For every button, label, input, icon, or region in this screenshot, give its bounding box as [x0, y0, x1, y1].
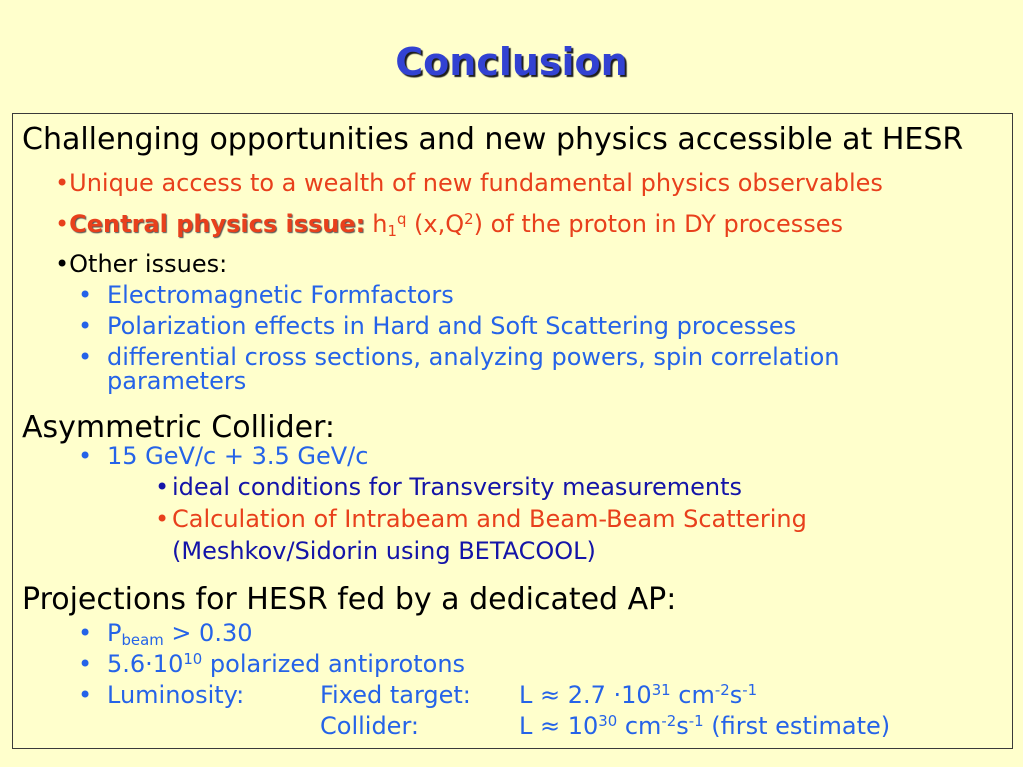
bullet: • [78, 681, 93, 709]
luminosity-exponent: 31 [651, 680, 671, 699]
list-item-beam-polarization [78, 619, 253, 651]
symbol-p: P [107, 619, 122, 647]
slide-title: Conclusion [395, 40, 628, 84]
bullet: • [78, 442, 93, 470]
bullet: • [155, 505, 170, 533]
fixed-target-luminosity [519, 681, 757, 713]
bullet: • [55, 250, 70, 278]
count-exponent: 10 [183, 649, 203, 668]
bullet: • [155, 473, 170, 501]
unit-s: s [676, 712, 689, 740]
count-base: 5.6·10 [107, 650, 184, 678]
bullet: • [78, 281, 93, 309]
bullet: • [78, 619, 93, 647]
item-text: Polarization effects in Hard and Soft Scattering processes [107, 312, 797, 340]
unit-cm: cm [670, 681, 715, 709]
heading-asymmetric-collider: Asymmetric Collider: [22, 410, 335, 445]
symbol-superscript: q [396, 209, 407, 228]
item-text: differential cross sections, analyzing powers, spin correlation parameters [107, 343, 840, 395]
list-item-antiprotons [78, 649, 466, 682]
estimate-note: (first estimate) [703, 712, 891, 740]
list-item-polarization-effects [78, 312, 797, 341]
item-text: Calculation of Intrabeam and Beam-Beam Scattering [172, 505, 807, 533]
item-value: > 0.30 [163, 619, 253, 647]
unit-s: s [729, 681, 743, 709]
unit-s-exponent: -1 [742, 680, 758, 699]
list-item-electromagnetic [78, 281, 454, 310]
item-text: Electromagnetic Formfactors [107, 281, 454, 309]
bullet: • [78, 312, 93, 340]
list-item-differential-cross-sections [78, 343, 897, 395]
bullet: • [78, 343, 93, 371]
item-text: 15 GeV/c + 3.5 GeV/c [107, 442, 369, 470]
collider-label: Collider: [320, 712, 419, 740]
item-text: Unique access to a wealth of new fundamental physics observables [69, 169, 883, 197]
item-text: Other issues: [69, 250, 228, 278]
list-item-beam-momenta [78, 442, 369, 471]
bullet: • [78, 650, 93, 678]
q-squared-exponent: 2 [464, 209, 474, 228]
unit-s-exponent: -1 [688, 711, 704, 730]
item-text: ideal conditions for Transversity measurements [172, 473, 743, 501]
heading-projections: Projections for HESR fed by a dedicated AP: [22, 582, 677, 617]
item-other-issues [55, 250, 227, 279]
luminosity-value: L ≈ 10 [519, 712, 599, 740]
intrabeam-calculation-note: (Meshkov/Sidorin using BETACOOL) [172, 537, 596, 565]
unit-cm-exponent: -2 [714, 680, 730, 699]
luminosity-label: Luminosity: [107, 681, 245, 709]
arguments-text: (x,Q [406, 210, 465, 238]
central-issue-label: Central physics issue: [69, 210, 366, 238]
list-item-transversity [155, 473, 743, 502]
symbol-h: h [372, 210, 388, 238]
item-text: ) of the proton in DY processes [473, 210, 844, 238]
collider-luminosity [519, 712, 890, 744]
luminosity-exponent: 30 [598, 711, 618, 730]
symbol-subscript: 1 [387, 222, 397, 241]
item-central-physics-issue [55, 210, 843, 242]
unit-cm-exponent: -2 [661, 711, 677, 730]
item-unique-access [55, 169, 883, 198]
fixed-target-label: Fixed target: [320, 681, 471, 709]
symbol-subscript: beam [121, 631, 164, 650]
luminosity-value: L ≈ 2.7 ·10 [519, 681, 652, 709]
unit-cm: cm [617, 712, 662, 740]
heading-challenging-opportunities: Challenging opportunities and new physics accessible at HESR [22, 122, 964, 157]
list-item-intrabeam-calculation [155, 505, 807, 534]
bullet: • [55, 169, 70, 197]
item-text: polarized antiprotons [202, 650, 466, 678]
bullet: • [55, 210, 70, 238]
